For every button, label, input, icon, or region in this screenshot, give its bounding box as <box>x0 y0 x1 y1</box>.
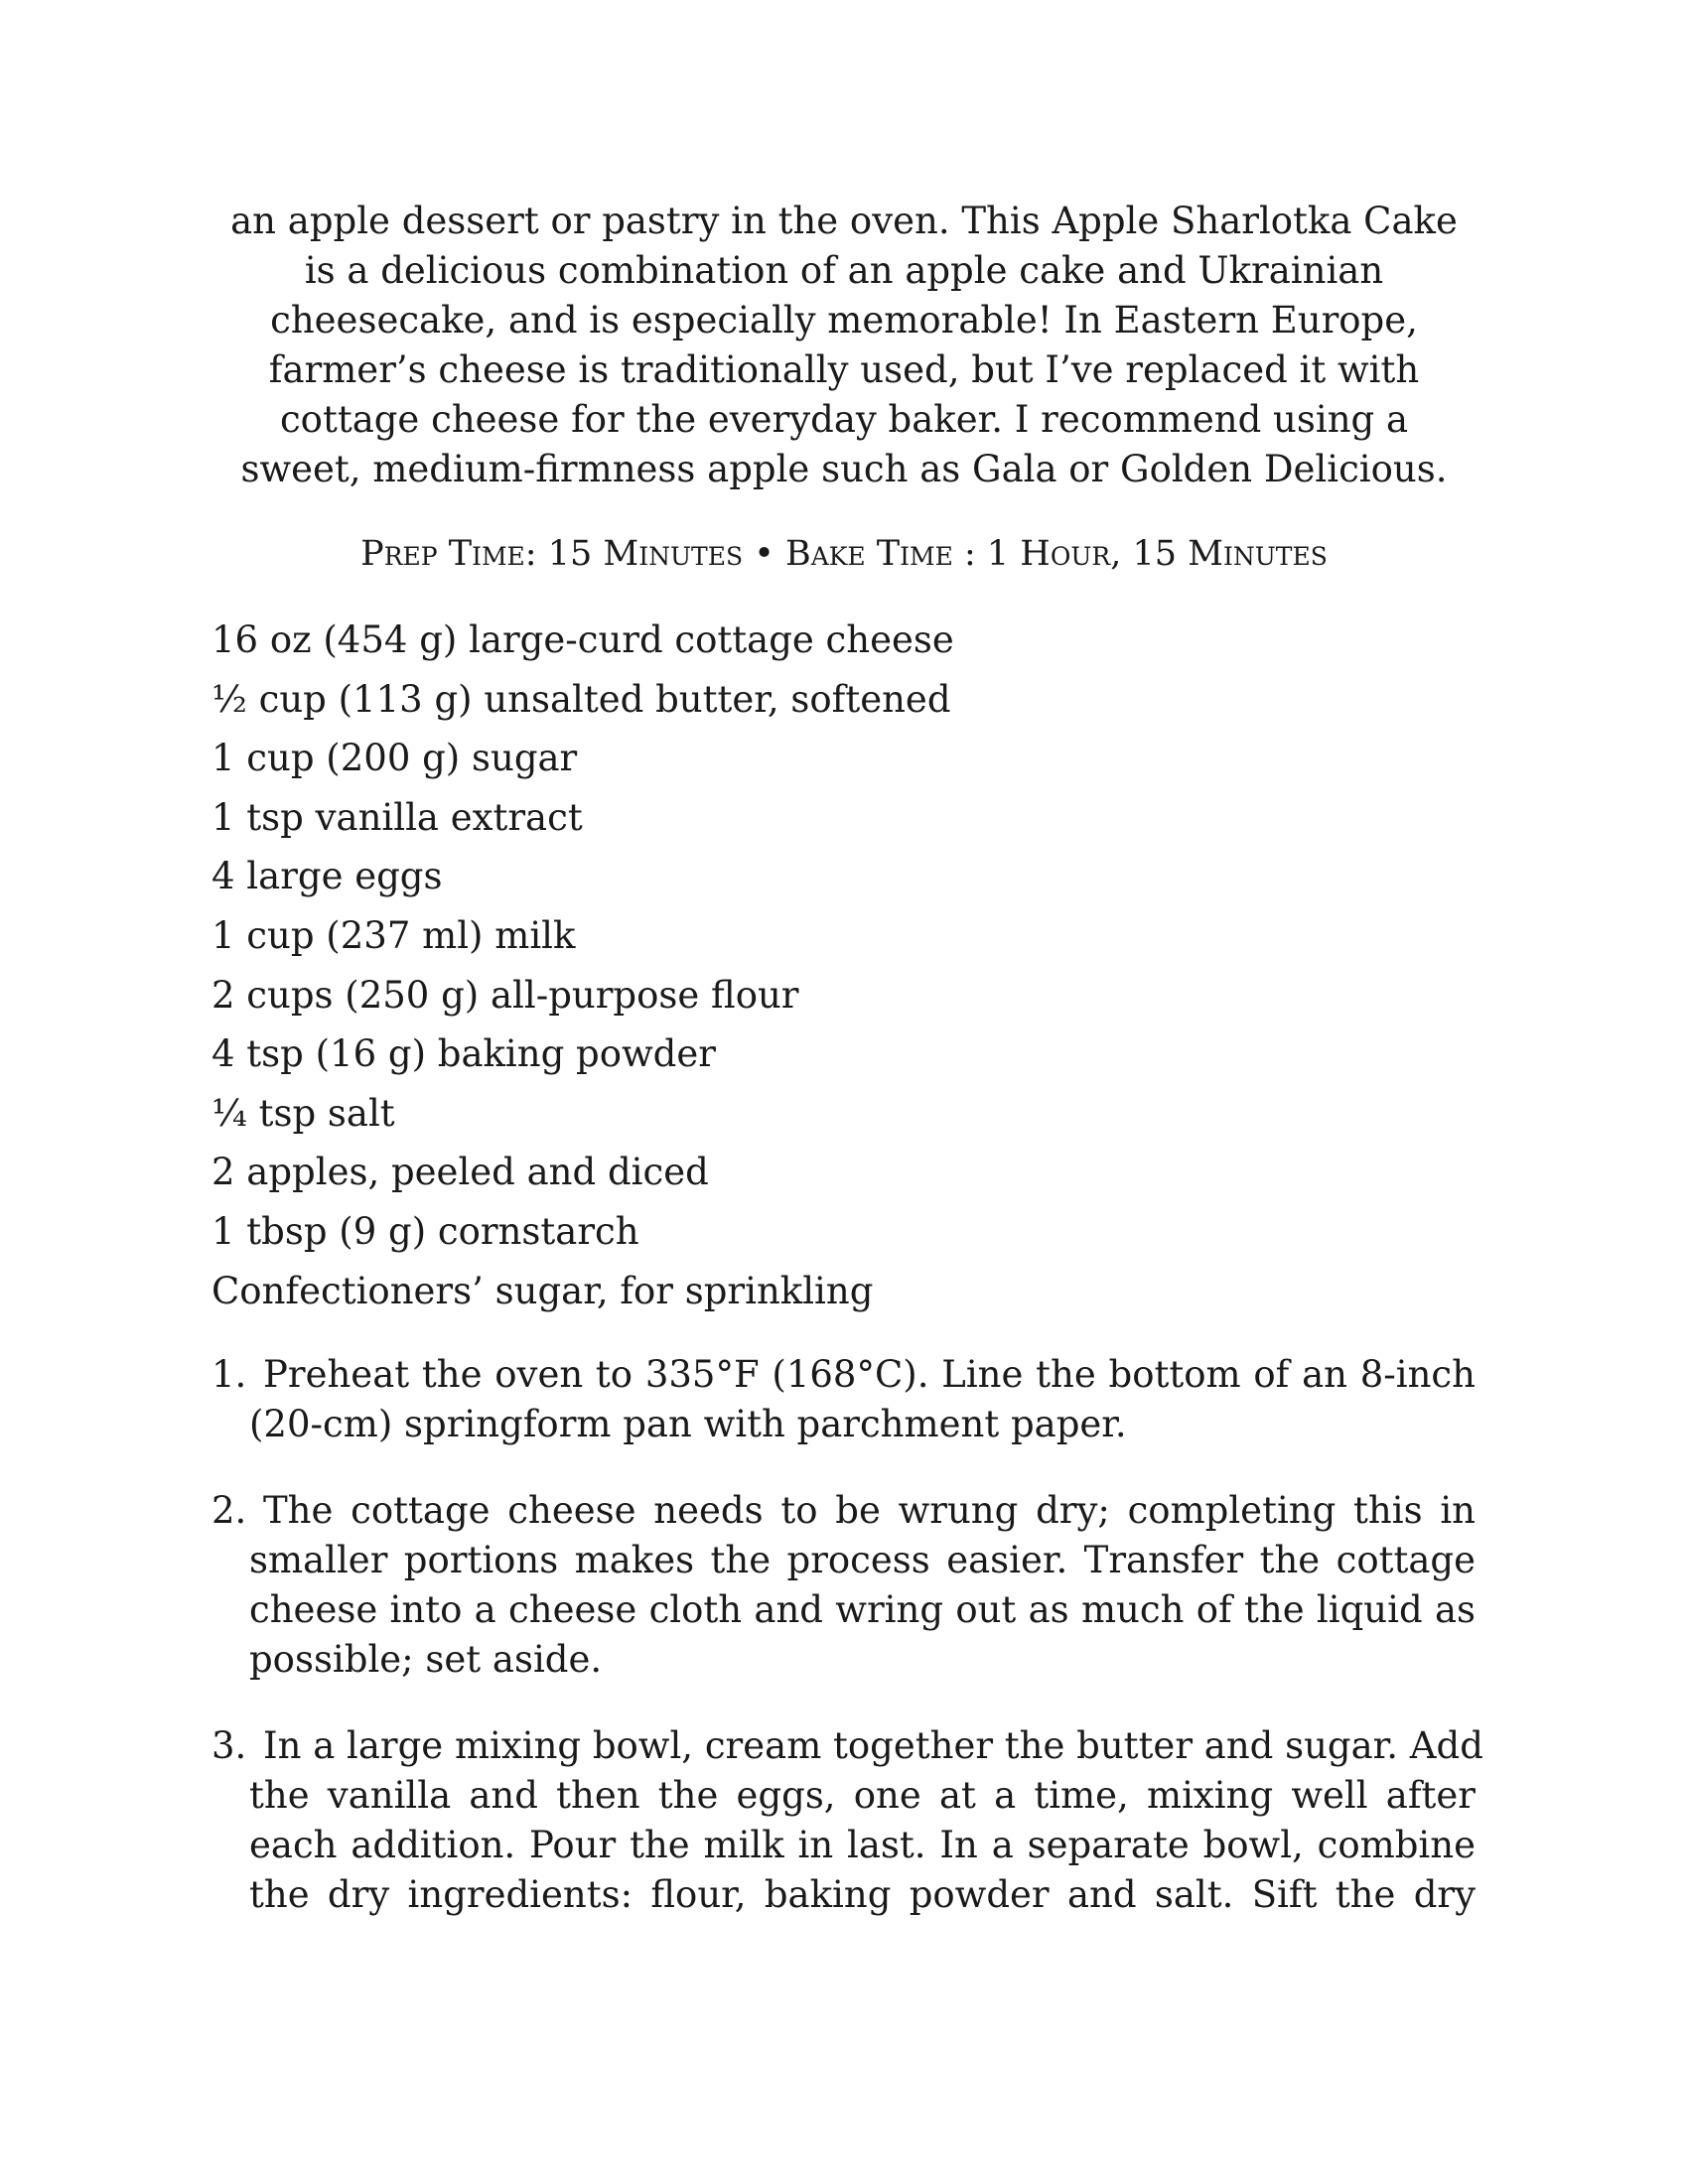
ingredient-item: 2 apples, peeled and diced <box>211 1151 709 1194</box>
step-line: In a large mixing bowl, cream together the butter and sugar. Add <box>263 1724 1483 1767</box>
ingredient-item: 4 tsp (16 g) baking powder <box>211 1032 716 1076</box>
step-line: the dry ingredients: flour, baking powder and salt. Sift the dry <box>249 1873 1476 1916</box>
ingredient-item: 1 cup (200 g) sugar <box>211 737 578 780</box>
instruction-step <box>211 1721 1483 1920</box>
prep-bake-time: Prep Time: 15 Minutes • Bake Time : 1 Hour, 15 Minutes <box>360 534 1328 574</box>
ingredient-item: 16 oz (454 g) large-curd cottage cheese <box>211 618 954 661</box>
intro-line: cottage cheese for the everyday baker. I recommend using a <box>279 398 1409 441</box>
ingredient-item: 2 cups (250 g) all-purpose flour <box>211 973 799 1017</box>
step-line: smaller portions makes the process easier. Transfer the cottage <box>249 1539 1476 1581</box>
ingredient-item: Confectioners’ sugar, for sprinkling <box>211 1269 874 1312</box>
step-line: the vanilla and then the eggs, one at a time, mixing well after <box>249 1774 1476 1817</box>
ingredient-item: 1 tsp vanilla extract <box>211 795 583 839</box>
ingredient-item: 1 cup (237 ml) milk <box>211 913 576 957</box>
step-number: 2. <box>211 1489 247 1532</box>
intro-line: is a delicious combination of an apple cake and Ukrainian <box>304 249 1384 292</box>
ingredient-item: 4 large eggs <box>211 855 443 898</box>
ingredient-item: 1 tbsp (9 g) cornstarch <box>211 1209 639 1253</box>
ingredient-item: ½ cup (113 g) unsalted butter, softened <box>211 677 951 721</box>
instruction-step <box>211 1350 1476 1449</box>
intro-paragraph <box>223 197 1465 494</box>
step-line: The cottage cheese needs to be wrung dry; completing this in <box>263 1489 1476 1532</box>
intro-line: cheesecake, and is especially memorable! In Eastern Europe, <box>270 299 1418 341</box>
step-number: 1. <box>211 1353 247 1396</box>
intro-line: farmer’s cheese is traditionally used, but I’ve replaced it with <box>268 348 1420 391</box>
intro-line: an apple dessert or pastry in the oven. This Apple Sharlotka Cake <box>230 200 1458 242</box>
intro-line: sweet, medium-firmness apple such as Gala or Golden Delicious. <box>240 448 1448 490</box>
step-number: 3. <box>211 1724 247 1767</box>
step-line: cheese into a cheese cloth and wring out as much of the liquid as <box>249 1588 1476 1631</box>
instruction-step <box>211 1486 1476 1685</box>
step-line: (20-cm) springform pan with parchment paper. <box>249 1403 1127 1445</box>
step-line: Preheat the oven to 335°F (168°C). Line the bottom of an 8-inch <box>263 1353 1476 1396</box>
ingredient-list <box>211 611 954 1320</box>
step-line: possible; set aside. <box>249 1638 603 1681</box>
step-line: each addition. Pour the milk in last. In a separate bowl, combine <box>249 1824 1476 1866</box>
ingredient-item: ¼ tsp salt <box>211 1091 395 1135</box>
